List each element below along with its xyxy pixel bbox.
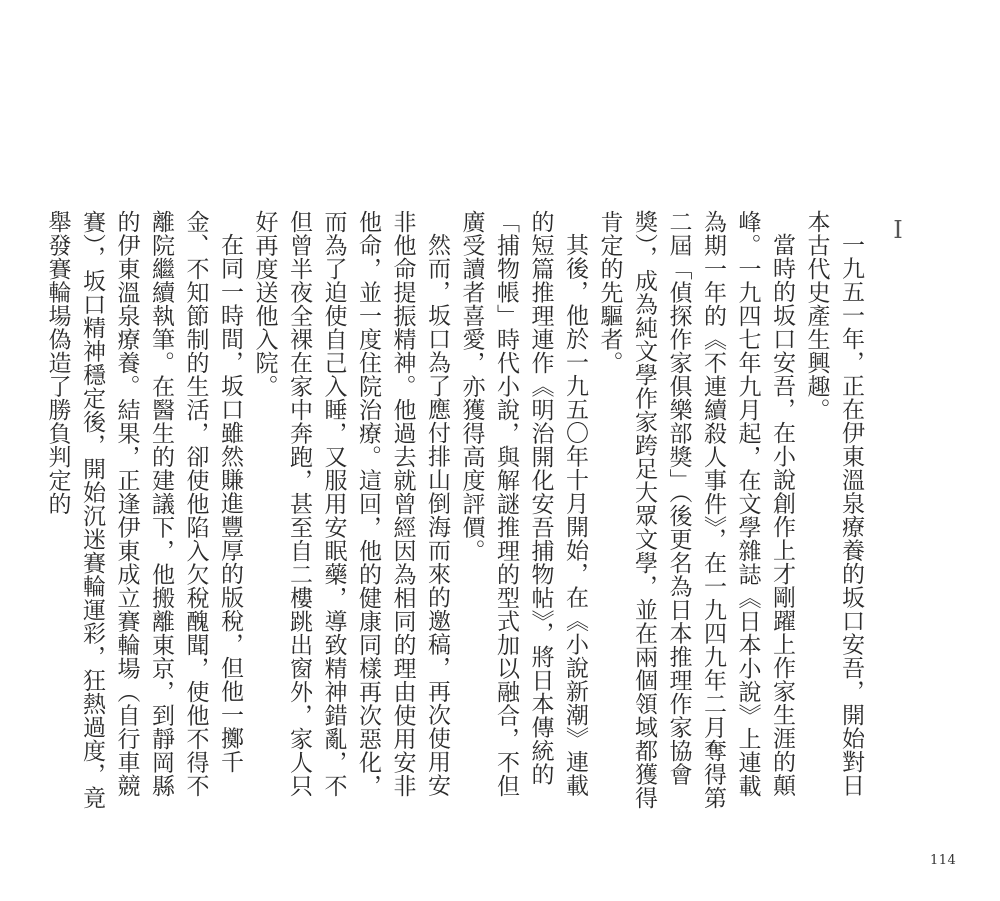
paragraph: 一九五一年，正在伊東溫泉療養的坂口安吾，開始對日本古代史產生興趣。 xyxy=(803,210,864,797)
paragraph: 在同一時間，坂口雖然賺進豐厚的版稅，但他一擲千金、不知節制的生活，卻使他陷入欠稅醜聞，使他不得不離院繼續執筆。在醫生的建議下，他搬離東京，到靜岡縣的伊東溫泉療養。結果，正逢伊東成立賽輪場（自行車競賽），坂口精神穩定後，開始沉迷賽輪運彩，狂熱過度，竟舉發賽輪場偽造了勝負判定的 xyxy=(44,210,243,810)
paragraph: 其後，他於一九五〇年十月開始，在《小說新潮》連載的短篇推理連作《明治開化安吾捕物帖》，將日本傳統的「捕物帳」時代小說，與解謎推理的型式加以融合，不但廣受讀者喜愛，亦獲得高度評價。 xyxy=(458,210,588,798)
body-text xyxy=(40,210,868,820)
chapter-marker: I xyxy=(893,216,903,244)
paragraph: 然而，坂口為了應付排山倒海而來的邀稿，再次使用安非他命提振精神。他過去就曾經因為相同的理由使用安非他命，並一度住院治療。這回，他的健康同樣再次惡化，而為了迫使自己入睡，又服用安眠藥，導致精神錯亂，不但曾半夜全裸在家中奔跑，甚至自二樓跳出窗外，家人只好再度送他入院。 xyxy=(251,210,450,798)
page-number: 114 xyxy=(930,853,957,868)
paragraph: 當時的坂口安吾，在小說創作上才剛躍上作家生涯的顛峰。一九四七年九月起，在文學雜誌《日本小說》上連載為期一年的《不連續殺人事件》，在一九四九年二月奪得第二屆「偵探作家俱樂部獎」（後更名為日本推理作家協會獎），成為純文學作家跨足大眾文學，並在兩個領域都獲得肯定的先驅者。 xyxy=(596,210,795,810)
